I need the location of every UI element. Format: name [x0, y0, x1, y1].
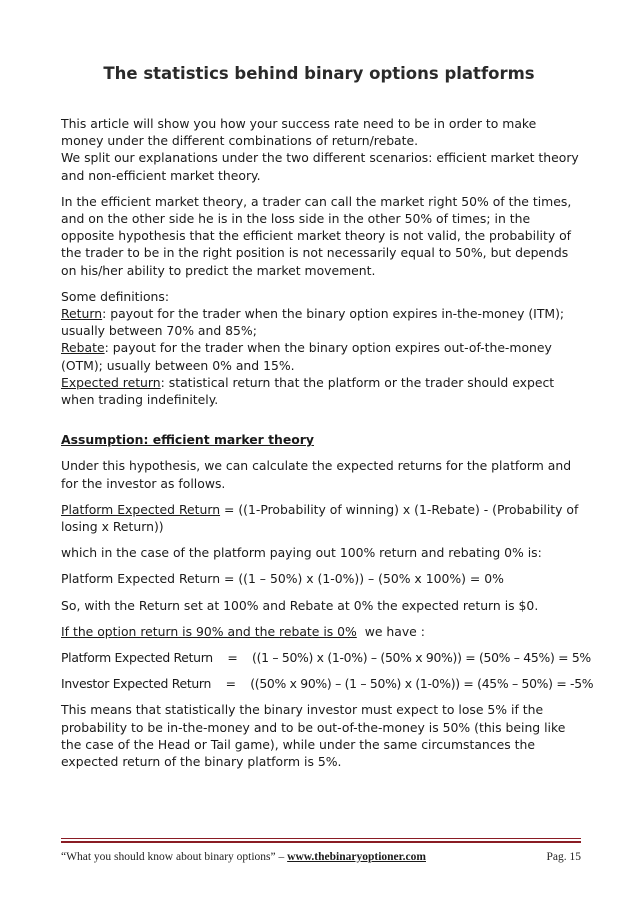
- case-paragraph-1: which in the case of the platform paying out 100% return and rebating 0% is:: [61, 545, 542, 561]
- return-term: Return: [61, 306, 103, 322]
- case-paragraph-2: [61, 623, 581, 640]
- case-text: we have :: [356, 623, 425, 639]
- footer-quote: “What you should know about binary options” –: [61, 851, 288, 863]
- formula-term: Platform Expected Return: [61, 501, 221, 517]
- rebate-definition: : payout for the trader when the binary option expires out-of-the-money (OTM); usually between 0% and 15%.: [61, 340, 552, 373]
- section-heading: Assumption: efficient marker theory: [61, 432, 314, 448]
- expected-return-term: Expected return: [61, 374, 161, 390]
- formula-text: = ((1-Probability of winning) x (1-Rebate) - (Probability of losing x Return)): [61, 501, 579, 535]
- definitions-block: [61, 288, 581, 408]
- expected-return-definition: : statistical return that the platform or the trader should expect when trading indefinitely.: [61, 374, 555, 408]
- conclusion-paragraph: This means that statistically the binary investor must expect to lose 5% if the probability to be in-the-money and to be out-of-the-money is 50% (this being like the case of the Head or Tail game), while under the same circumstances the expected return of the binary platform is 5%.: [61, 702, 566, 770]
- platform-return-zero: Platform Expected Return = ((1 – 50%) x (1-0%)) – (50% x 100%) = 0%: [61, 571, 504, 587]
- page-title: The statistics behind binary options platforms: [103, 64, 535, 83]
- formula-paragraph: [61, 501, 581, 535]
- page-footer: [61, 851, 581, 863]
- investor-return-90: Investor Expected Return = ((50% x 90%) – (1 – 50%) x (1-0%)) = (45% – 50%) = -5%: [61, 676, 594, 692]
- theory-paragraph: In the efficient market theory, a trader can call the market right 50% of the times, and on the other side he is in the loss side in the other 50% of times; in the opposite hypothesis that the efficient market theory is not valid, the probability of the trader to be in the right position is not necessarily equal to 50%, but depends on his/her ability to predict the market movement.: [61, 193, 572, 278]
- intro-text-2: We split our explanations under the two different scenarios: efficient market theory and non-efficient market theory.: [61, 150, 579, 183]
- footer-left: [61, 851, 426, 863]
- footer-divider-thick: [61, 841, 581, 843]
- page-number: Pag. 15: [546, 851, 581, 863]
- intro-paragraph: [61, 115, 581, 184]
- return-summary: So, with the Return set at 100% and Rebate at 0% the expected return is $0.: [61, 597, 539, 613]
- platform-return-90: Platform Expected Return = ((1 – 50%) x (1-0%) – (50% x 90%)) = (50% – 45%) = 5%: [61, 650, 591, 666]
- case-term: If the option return is 90% and the rebate is 0%: [61, 623, 357, 639]
- return-definition: : payout for the trader when the binary option expires in-the-money (ITM); usually between 70% and 85%;: [61, 306, 565, 339]
- hypothesis-paragraph: Under this hypothesis, we can calculate the expected returns for the platform and for the investor as follows.: [61, 458, 572, 491]
- definitions-heading: Some definitions:: [61, 288, 170, 304]
- intro-text-1: This article will show you how your success rate need to be in order to make money under the different combinations of return/rebate.: [61, 116, 537, 149]
- article-body: [61, 115, 594, 779]
- rebate-term: Rebate: [61, 340, 105, 356]
- footer-divider: [61, 838, 581, 839]
- footer-website-link[interactable]: www.thebinaryoptioner.com: [287, 851, 426, 863]
